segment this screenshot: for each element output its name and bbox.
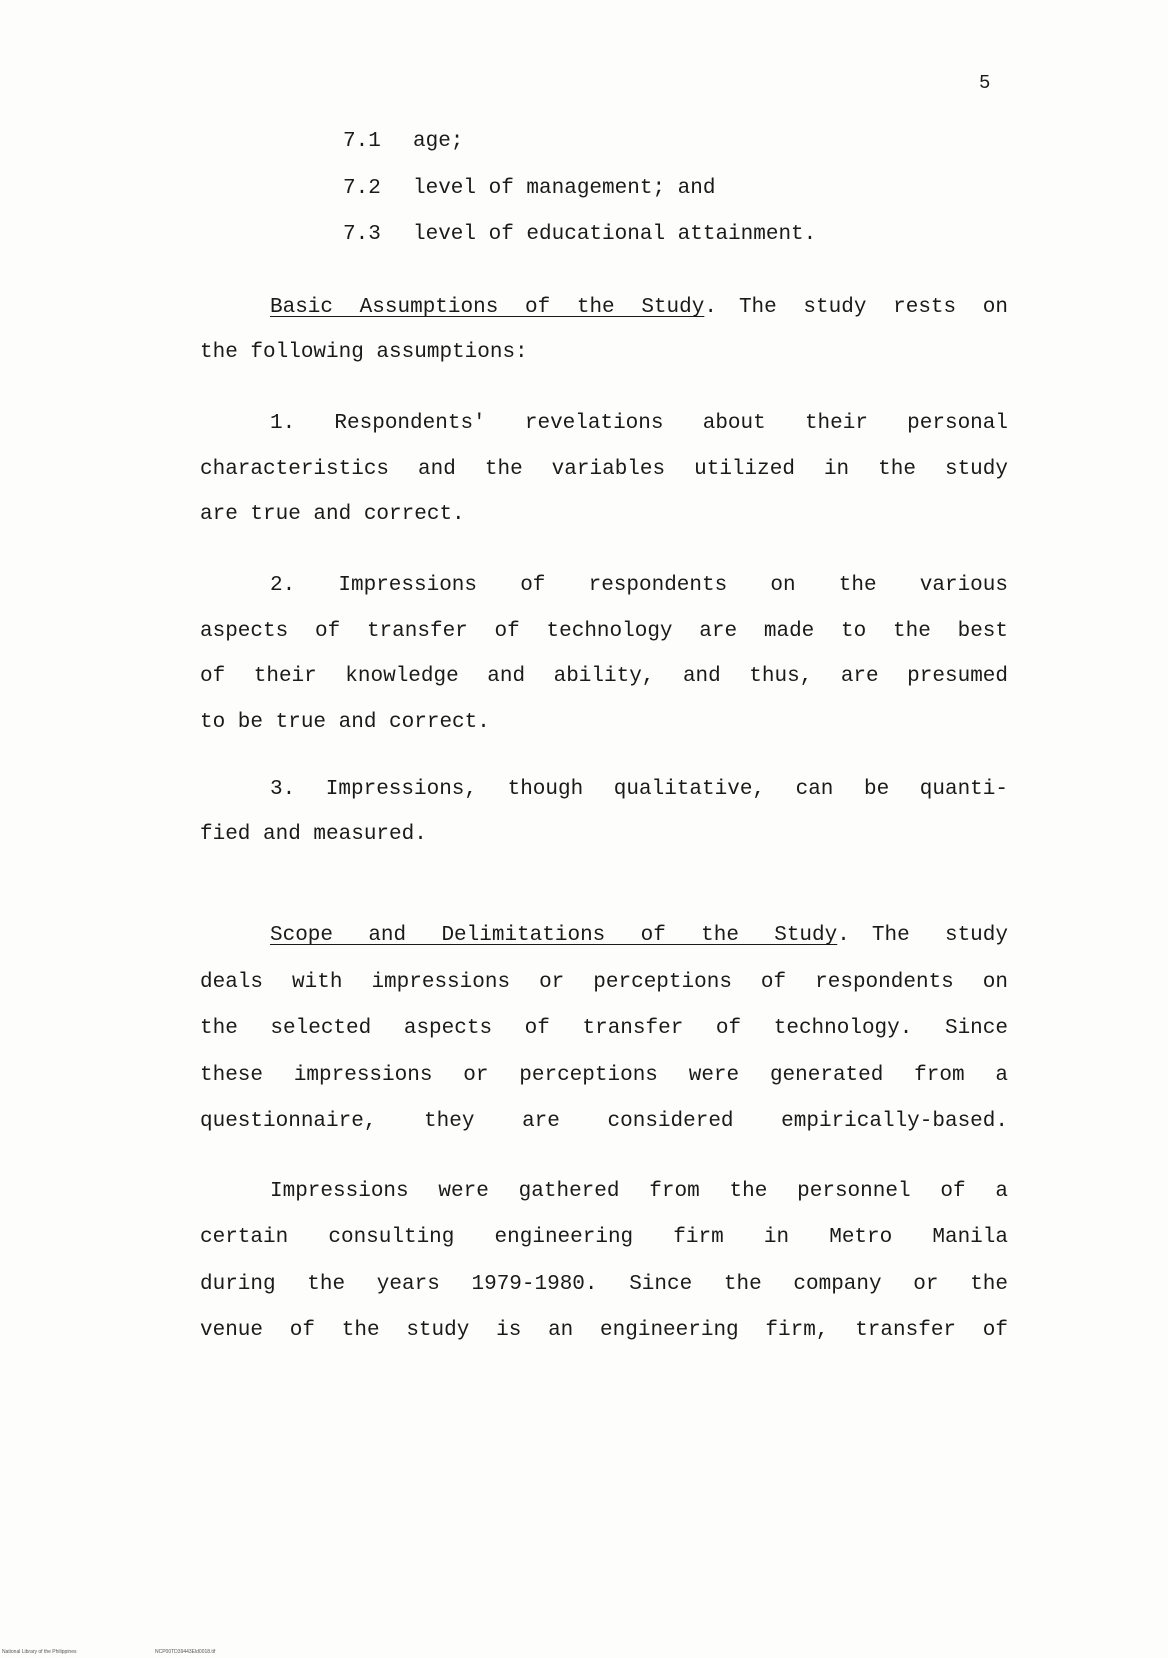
list-item-text: age; [413, 130, 464, 153]
paragraph-line: characteristics and the variables utilized in the study [200, 458, 1008, 481]
paragraph-line: 1. Respondents' revelations about their personal [270, 412, 1008, 435]
paragraph-line: of their knowledge and ability, and thus, are presumed [200, 665, 1008, 688]
paragraph-line: deals with impressions or perceptions of respondents on [200, 971, 1008, 994]
paragraph-line: venue of the study is an engineering firm, transfer of [200, 1319, 1008, 1342]
paragraph-line: certain consulting engineering firm in Metro Manila [200, 1226, 1008, 1249]
section-heading-assumptions: Basic Assumptions of the Study [270, 296, 705, 319]
scope-intro-text: The study [871, 924, 1008, 947]
footer-library-name: National Library of the Philippines [2, 1649, 77, 1655]
list-item-text: level of educational attainment. [413, 223, 817, 246]
paragraph-line: are true and correct. [200, 503, 465, 526]
scope-intro-line [200, 924, 1008, 947]
assumptions-intro-text: The study rests on [738, 296, 1008, 319]
list-item-number: 7.3 [343, 223, 381, 246]
paragraph-line: questionnaire, they are considered empirically-based. [200, 1110, 1008, 1133]
section-heading-scope: Scope and Delimitations of the Study [270, 924, 838, 947]
list-item-number: 7.2 [343, 177, 381, 200]
footer-file-code: NCP00TD39443Eld0018.tif [155, 1649, 216, 1655]
paragraph-line: during the years 1979-1980. Since the company or the [200, 1273, 1008, 1296]
list-item-text: level of management; and [413, 177, 716, 200]
paragraph-line: 3. Impressions, though qualitative, can be quanti- [270, 778, 1008, 801]
paragraph-line: 2. Impressions of respondents on the various [270, 574, 1008, 597]
paragraph-line: aspects of transfer of technology are made to the best [200, 620, 1008, 643]
heading-period: . [704, 296, 717, 319]
list-item [343, 223, 816, 246]
paragraph-line: Impressions were gathered from the personnel of a [270, 1180, 1008, 1203]
paragraph-line: the selected aspects of transfer of technology. Since [200, 1017, 1008, 1040]
assumptions-intro-line [200, 296, 1008, 319]
list-item [343, 130, 463, 153]
list-item [343, 177, 715, 200]
heading-period: . [837, 924, 850, 947]
paragraph-line: to be true and correct. [200, 711, 490, 734]
paragraph-line: fied and measured. [200, 823, 427, 846]
page-number: 5 [979, 72, 991, 94]
list-item-number: 7.1 [343, 130, 381, 153]
paragraph-line: these impressions or perceptions were generated from a [200, 1064, 1008, 1087]
paragraph-line: the following assumptions: [200, 341, 528, 364]
